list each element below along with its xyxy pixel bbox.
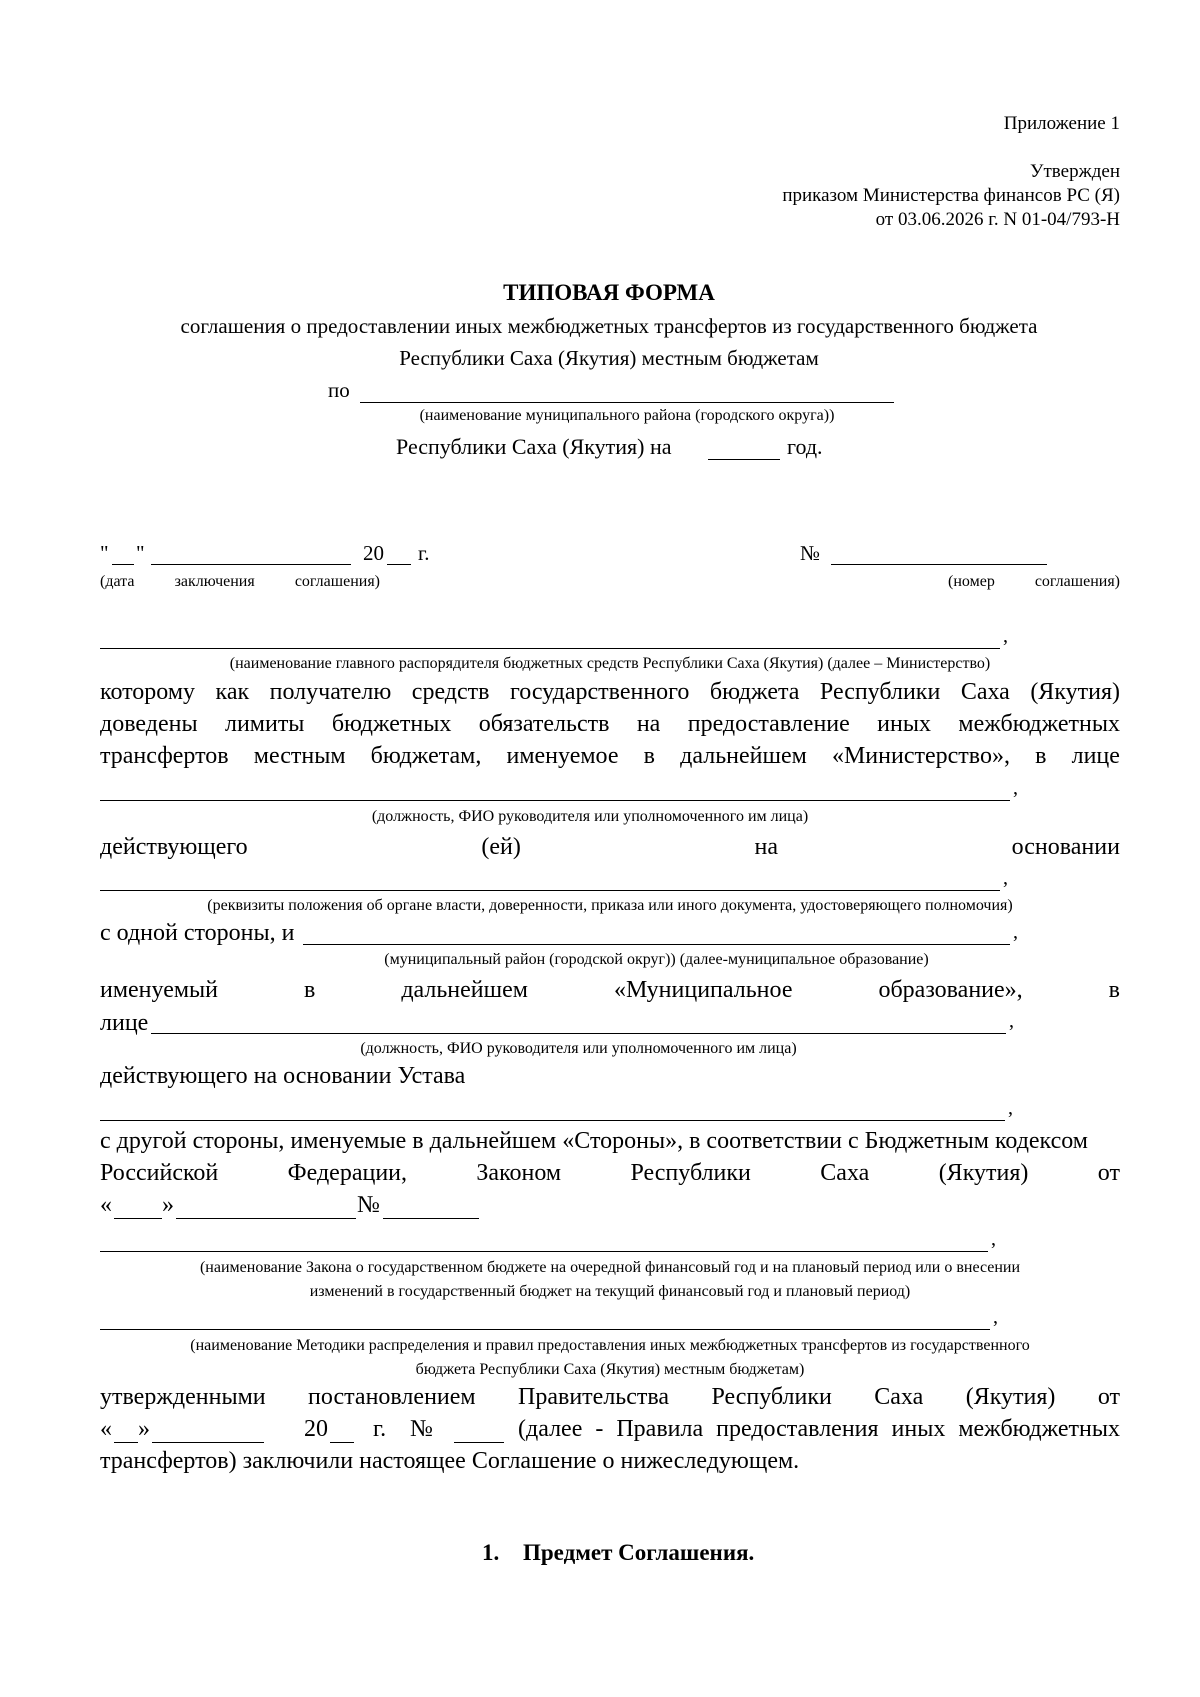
rules-quote-open: « bbox=[100, 1416, 112, 1442]
methodology-caption-2: бюджета Республики Саха (Якутия) местным бюджетам) bbox=[415, 1361, 805, 1378]
final-line: трансфертов) заключили настоящее Соглашение о нижеследующем. bbox=[100, 1448, 800, 1474]
rules-month-blank[interactable] bbox=[152, 1442, 264, 1443]
law-day-blank[interactable] bbox=[114, 1218, 162, 1219]
date-quote-close: " bbox=[136, 541, 145, 565]
rules-number-sign: № bbox=[410, 1416, 433, 1442]
law-number-blank[interactable] bbox=[383, 1218, 479, 1219]
date-year-prefix: 20 bbox=[363, 541, 384, 565]
municipality-name-line[interactable] bbox=[360, 402, 894, 403]
title-line-2: Республики Саха (Якутия) местным бюджетам bbox=[399, 346, 819, 370]
named-line: именуемый в дальнейшем «Муниципальное образование», в bbox=[100, 977, 1120, 1003]
approved-label: Утвержден bbox=[1030, 161, 1120, 182]
title-line-1: соглашения о предоставлении иных межбюджетных трансфертов из государственного бюджета bbox=[180, 314, 1038, 338]
date-year-suffix: г. bbox=[418, 541, 430, 565]
rules-tail: (далее - Правила предоставления иных межбюджетных bbox=[518, 1416, 1120, 1442]
number-caption-word: (номер bbox=[948, 573, 995, 590]
rules-quote-close: » bbox=[138, 1416, 150, 1442]
form-title: ТИПОВАЯ ФОРМА bbox=[503, 280, 715, 305]
methodology-comma: , bbox=[993, 1306, 998, 1328]
law-caption-2: изменений в государственный бюджет на текущий финансовый год и плановый период) bbox=[309, 1283, 911, 1300]
ministry-head-comma: , bbox=[1013, 777, 1018, 799]
day-blank[interactable] bbox=[112, 564, 134, 565]
rules-g: г. bbox=[373, 1416, 387, 1442]
charter-line[interactable] bbox=[100, 1120, 1005, 1121]
section-1-title: Предмет Соглашения. bbox=[523, 1540, 755, 1565]
one-side-text: с одной стороны, и bbox=[100, 920, 295, 946]
agreement-number-blank[interactable] bbox=[831, 564, 1047, 565]
date-caption-word: соглашения) bbox=[294, 573, 380, 590]
municipality-party-caption: (муниципальный район (городской округ)) (далее-муниципальное образование) bbox=[384, 951, 929, 968]
ministry-caption: (наименование главного распорядителя бюджетных средств Республики Саха (Якутия) (далее – Министерство) bbox=[229, 655, 991, 672]
law-date-blank[interactable] bbox=[176, 1218, 356, 1219]
rules-day-blank[interactable] bbox=[114, 1442, 138, 1443]
charter-text: действующего на основании Устава bbox=[100, 1063, 466, 1089]
requisites-comma: , bbox=[1003, 867, 1008, 889]
year-digits-blank[interactable] bbox=[387, 564, 411, 565]
law-name-line[interactable] bbox=[100, 1251, 988, 1252]
order-date: от 03.06.2026 г. N 01-04/793-Н bbox=[875, 209, 1120, 230]
municipality-caption: (наименование муниципального района (городского округа)) bbox=[419, 407, 835, 424]
paragraph-1-line-1: которому как получателю средств государственного бюджета Республики Саха (Якутия) bbox=[100, 679, 1120, 705]
municipality-line[interactable] bbox=[303, 944, 1010, 945]
date-quote-open: " bbox=[100, 541, 109, 565]
acting-line: действующего (ей) на основании bbox=[100, 834, 1120, 860]
law-number-sign: № bbox=[357, 1192, 380, 1218]
number-caption bbox=[948, 573, 1120, 591]
municipal-head-caption: (должность, ФИО руководителя или уполномоченного им лица) bbox=[360, 1040, 797, 1057]
other-side-line-2: Российской Федерации, Законом Республики Саха (Якутия) от bbox=[100, 1160, 1120, 1186]
law-caption-1: (наименование Закона о государственном бюджете на очередной финансовый год и на плановый период или о внесении bbox=[199, 1259, 1021, 1276]
order-line: приказом Министерства финансов РС (Я) bbox=[782, 185, 1120, 206]
month-blank[interactable] bbox=[151, 564, 351, 565]
ministry-name-line[interactable] bbox=[100, 648, 1000, 649]
rules-year-prefix: 20 bbox=[304, 1416, 328, 1442]
law-quote-open: « bbox=[100, 1192, 112, 1218]
paragraph-1-line-3: трансфертов местным бюджетам, именуемое в дальнейшем «Министерство», в лице bbox=[100, 743, 1120, 769]
title-po: по bbox=[328, 378, 350, 402]
paragraph-1-line-2: доведены лимиты бюджетных обязательств на предоставление иных межбюджетных bbox=[100, 711, 1120, 737]
year-blank[interactable] bbox=[708, 459, 780, 460]
methodology-line[interactable] bbox=[100, 1329, 990, 1330]
title-line-3b: год. bbox=[787, 434, 823, 459]
methodology-caption-1: (наименование Методики распределения и правил предоставления иных межбюджетных трансфертов из государственного bbox=[190, 1337, 1030, 1354]
number-sign: № bbox=[800, 541, 821, 565]
law-name-comma: , bbox=[991, 1228, 996, 1250]
requisites-line[interactable] bbox=[100, 890, 1000, 891]
date-caption-word: (дата bbox=[100, 573, 135, 590]
rules-number-blank[interactable] bbox=[454, 1442, 504, 1443]
appendix-label: Приложение 1 bbox=[1003, 113, 1120, 134]
date-caption bbox=[100, 573, 380, 591]
title-line-3a: Республики Саха (Якутия) на bbox=[396, 434, 672, 459]
other-side-line-1: с другой стороны, именуемые в дальнейшем «Стороны», в соответствии с Бюджетным кодексом bbox=[100, 1128, 1088, 1154]
ministry-comma: , bbox=[1003, 625, 1008, 647]
number-caption-word: соглашения) bbox=[1034, 573, 1120, 590]
municipal-head-comma: , bbox=[1009, 1010, 1014, 1032]
face-label: лице bbox=[100, 1010, 149, 1036]
law-quote-close: » bbox=[162, 1192, 174, 1218]
rules-year-blank[interactable] bbox=[330, 1442, 354, 1443]
municipal-head-line[interactable] bbox=[151, 1033, 1006, 1034]
ministry-head-line[interactable] bbox=[100, 800, 1010, 801]
date-caption-word: заключения bbox=[174, 573, 255, 590]
municipality-comma: , bbox=[1013, 921, 1018, 943]
ministry-head-caption: (должность, ФИО руководителя или уполномоченного им лица) bbox=[371, 808, 809, 825]
section-1-number: 1. bbox=[482, 1540, 500, 1565]
charter-comma: , bbox=[1008, 1097, 1013, 1119]
approved-line: утвержденными постановлением Правительства Республики Саха (Якутия) от bbox=[100, 1384, 1120, 1410]
requisites-caption: (реквизиты положения об органе власти, доверенности, приказа или иного документа, удостоверяющего полномочия) bbox=[207, 897, 1013, 914]
